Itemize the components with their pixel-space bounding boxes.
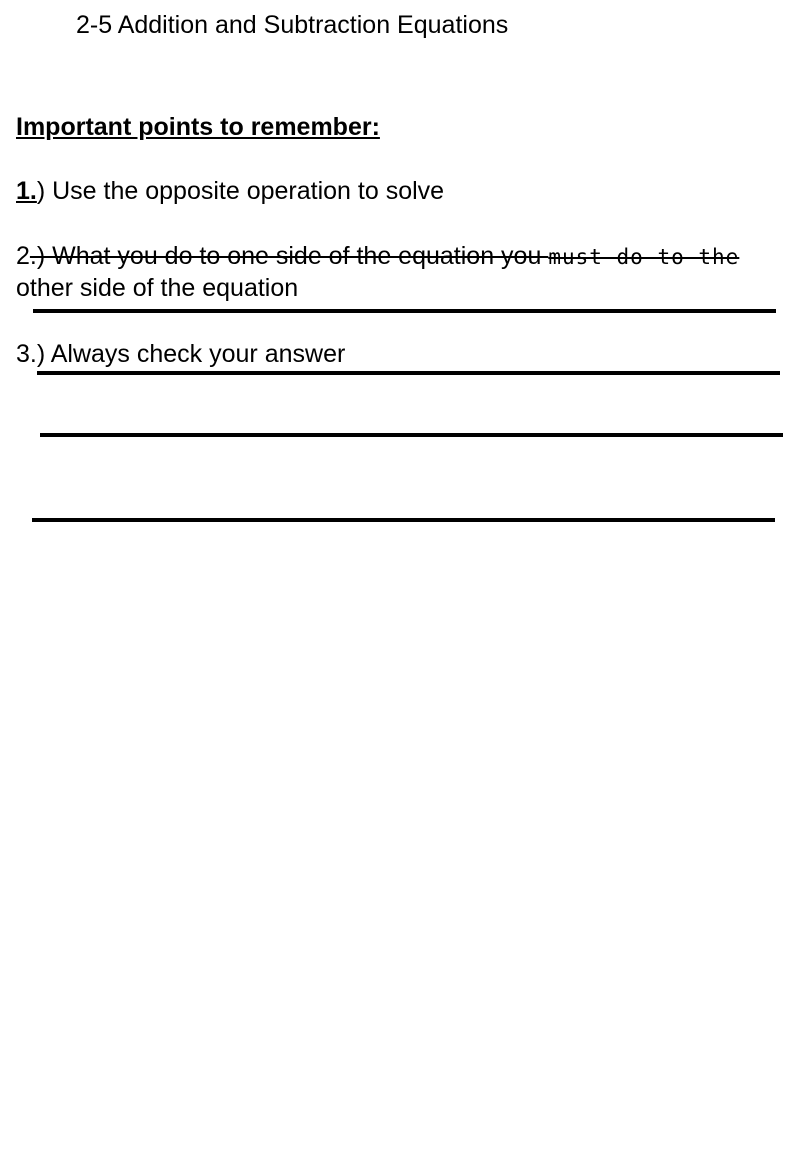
point-1: [16, 176, 444, 206]
point-1-text: ) Use the opposite operation to solve: [36, 177, 445, 205]
point-3: 3.) Always check your answer: [16, 340, 346, 368]
page-title: 2-5 Addition and Subtraction Equations: [76, 11, 509, 39]
answer-line: [33, 309, 776, 313]
point-2-number: 2: [16, 242, 30, 270]
answer-line: [40, 433, 783, 437]
answer-line: [37, 371, 780, 375]
point-2-struck-text: .) What you do to one side of the equation you: [29, 242, 549, 270]
point-2-continuation: other side of the equation: [16, 274, 299, 302]
point-1-number: 1.: [16, 177, 37, 205]
point-2: [16, 241, 739, 272]
point-2-struck-handwritten-text: must do to the: [548, 245, 740, 269]
answer-line: [32, 518, 775, 522]
section-heading: Important points to remember:: [16, 113, 380, 141]
